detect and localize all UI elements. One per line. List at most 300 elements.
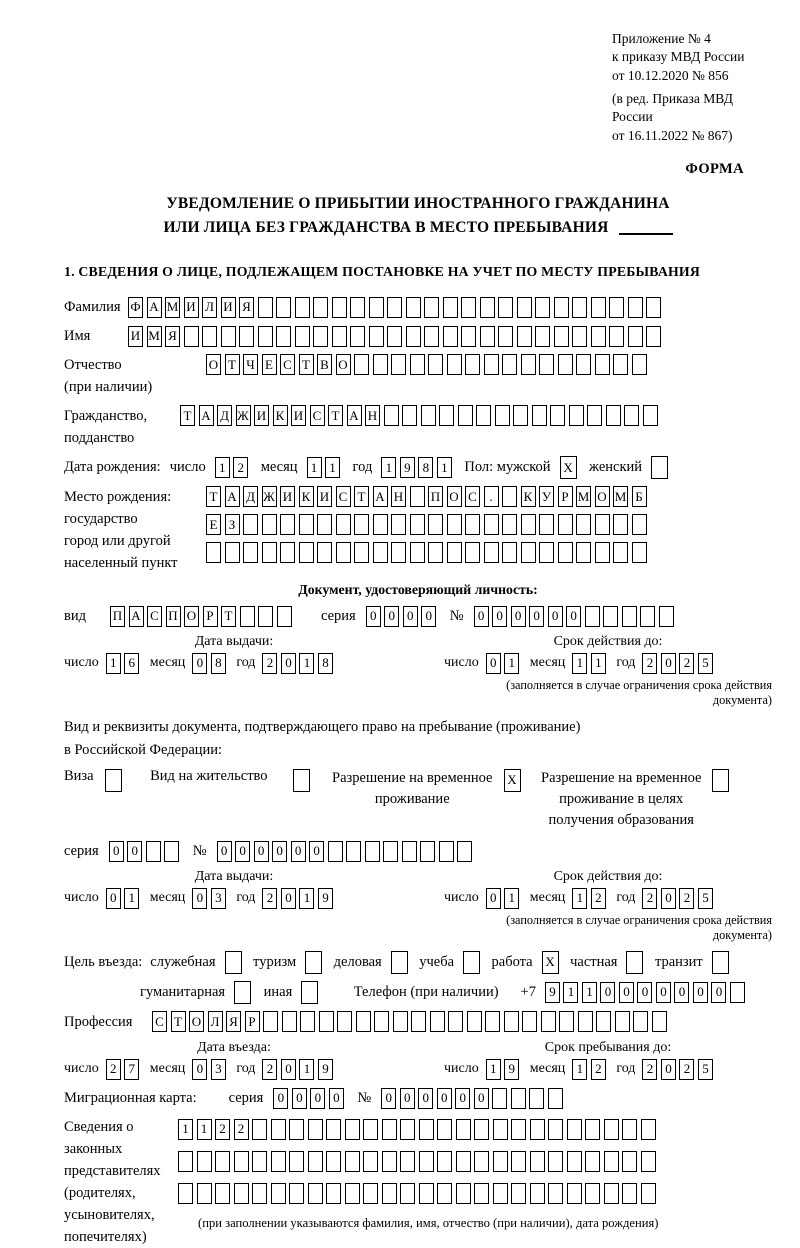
char-cell[interactable] (428, 354, 443, 375)
char-cell[interactable] (258, 606, 273, 627)
char-cell[interactable] (262, 542, 277, 563)
char-cell[interactable]: 0 (661, 653, 676, 674)
char-cell[interactable] (400, 1151, 415, 1172)
char-cell[interactable] (576, 354, 591, 375)
char-cell[interactable]: 0 (384, 606, 399, 627)
char-cell[interactable] (424, 326, 439, 347)
char-cell[interactable] (465, 354, 480, 375)
char-cell[interactable]: С (147, 606, 162, 627)
char-cell[interactable] (578, 1011, 593, 1032)
char-cell[interactable] (626, 951, 643, 974)
char-cell[interactable] (572, 297, 587, 318)
char-cell[interactable] (585, 1151, 600, 1172)
char-cell[interactable] (437, 1151, 452, 1172)
char-cell[interactable] (604, 1151, 619, 1172)
char-cell[interactable] (443, 297, 458, 318)
char-cell[interactable]: 0 (109, 841, 124, 862)
char-cell[interactable] (277, 606, 292, 627)
char-cell[interactable]: О (184, 606, 199, 627)
char-cell[interactable] (530, 1183, 545, 1204)
char-cell[interactable] (411, 1011, 426, 1032)
char-cell[interactable] (576, 514, 591, 535)
char-cell[interactable] (406, 297, 421, 318)
char-cell[interactable] (604, 1119, 619, 1140)
char-cell[interactable] (513, 405, 528, 426)
char-cell[interactable] (652, 1011, 667, 1032)
char-cell[interactable]: 2 (262, 888, 277, 909)
char-cell[interactable] (373, 354, 388, 375)
char-cell[interactable]: 0 (474, 606, 489, 627)
char-cell[interactable]: 1 (197, 1119, 212, 1140)
sex-female-checkbox[interactable] (651, 456, 672, 479)
char-cell[interactable]: 1 (504, 653, 519, 674)
char-cell[interactable] (457, 841, 472, 862)
char-cell[interactable] (384, 405, 399, 426)
char-cell[interactable] (197, 1151, 212, 1172)
char-cell[interactable]: А (129, 606, 144, 627)
char-cell[interactable] (317, 514, 332, 535)
sex-male-checkbox[interactable] (560, 456, 581, 479)
char-cell[interactable] (730, 982, 745, 1003)
char-cell[interactable] (521, 542, 536, 563)
char-cell[interactable]: 0 (637, 982, 652, 1003)
char-cell[interactable] (437, 1119, 452, 1140)
char-cell[interactable] (424, 297, 439, 318)
purpose-study-checkbox[interactable] (463, 951, 484, 974)
char-cell[interactable]: Н (391, 486, 406, 507)
char-cell[interactable]: 2 (642, 888, 657, 909)
char-cell[interactable]: 0 (492, 606, 507, 627)
char-cell[interactable] (443, 326, 458, 347)
char-cell[interactable] (276, 297, 291, 318)
purpose-business-checkbox[interactable] (391, 951, 412, 974)
char-cell[interactable] (240, 606, 255, 627)
char-cell[interactable]: Я (239, 297, 254, 318)
char-cell[interactable]: С (310, 405, 325, 426)
char-cell[interactable]: О (206, 354, 221, 375)
char-cell[interactable] (263, 1011, 278, 1032)
char-cell[interactable]: 2 (642, 1059, 657, 1080)
char-cell[interactable]: 1 (582, 982, 597, 1003)
char-cell[interactable]: Ж (262, 486, 277, 507)
char-cell[interactable]: 0 (310, 1088, 325, 1109)
char-cell[interactable] (447, 514, 462, 535)
char-cell[interactable] (548, 1151, 563, 1172)
char-cell[interactable] (252, 1151, 267, 1172)
purpose-work-checkbox[interactable] (542, 951, 563, 974)
char-cell[interactable]: А (199, 405, 214, 426)
char-cell[interactable] (604, 1183, 619, 1204)
char-cell[interactable] (146, 841, 161, 862)
char-cell[interactable] (569, 405, 584, 426)
char-cell[interactable] (356, 1011, 371, 1032)
char-cell[interactable] (615, 1011, 630, 1032)
char-cell[interactable] (632, 542, 647, 563)
char-cell[interactable] (365, 841, 380, 862)
char-cell[interactable] (258, 297, 273, 318)
char-cell[interactable]: 0 (217, 841, 232, 862)
char-cell[interactable]: И (128, 326, 143, 347)
char-cell[interactable]: Т (225, 354, 240, 375)
char-cell[interactable]: Ч (243, 354, 258, 375)
char-cell[interactable]: 1 (299, 1059, 314, 1080)
char-cell[interactable] (105, 769, 122, 792)
char-cell[interactable]: М (165, 297, 180, 318)
char-cell[interactable] (502, 542, 517, 563)
char-cell[interactable] (319, 1011, 334, 1032)
char-cell[interactable] (308, 1151, 323, 1172)
char-cell[interactable]: 0 (619, 982, 634, 1003)
char-cell[interactable]: П (166, 606, 181, 627)
char-cell[interactable]: Я (165, 326, 180, 347)
char-cell[interactable]: 0 (192, 888, 207, 909)
char-cell[interactable] (585, 1183, 600, 1204)
char-cell[interactable] (410, 486, 425, 507)
char-cell[interactable] (585, 606, 600, 627)
char-cell[interactable]: 2 (679, 888, 694, 909)
char-cell[interactable] (522, 1011, 537, 1032)
char-cell[interactable] (225, 951, 242, 974)
char-cell[interactable] (373, 542, 388, 563)
char-cell[interactable]: 2 (215, 1119, 230, 1140)
char-cell[interactable] (480, 297, 495, 318)
char-cell[interactable]: Д (217, 405, 232, 426)
char-cell[interactable] (439, 841, 454, 862)
char-cell[interactable]: 5 (698, 888, 713, 909)
char-cell[interactable]: 3 (211, 888, 226, 909)
char-cell[interactable]: Т (206, 486, 221, 507)
temp-permit-checkbox[interactable] (504, 769, 525, 792)
char-cell[interactable] (280, 514, 295, 535)
char-cell[interactable]: 5 (698, 1059, 713, 1080)
char-cell[interactable]: 2 (262, 653, 277, 674)
char-cell[interactable] (558, 354, 573, 375)
char-cell[interactable] (363, 1183, 378, 1204)
char-cell[interactable] (243, 514, 258, 535)
char-cell[interactable]: М (147, 326, 162, 347)
char-cell[interactable] (252, 1183, 267, 1204)
char-cell[interactable] (243, 542, 258, 563)
char-cell[interactable]: 1 (572, 653, 587, 674)
char-cell[interactable]: 1 (106, 653, 121, 674)
char-cell[interactable] (391, 354, 406, 375)
char-cell[interactable] (276, 326, 291, 347)
char-cell[interactable] (289, 1151, 304, 1172)
char-cell[interactable]: 1 (178, 1119, 193, 1140)
char-cell[interactable] (458, 405, 473, 426)
char-cell[interactable] (529, 1088, 544, 1109)
char-cell[interactable] (419, 1119, 434, 1140)
char-cell[interactable]: . (484, 486, 499, 507)
char-cell[interactable]: Т (299, 354, 314, 375)
char-cell[interactable] (484, 542, 499, 563)
char-cell[interactable] (465, 514, 480, 535)
char-cell[interactable]: И (291, 405, 306, 426)
char-cell[interactable] (280, 542, 295, 563)
char-cell[interactable] (640, 606, 655, 627)
char-cell[interactable]: Л (208, 1011, 223, 1032)
char-cell[interactable] (410, 354, 425, 375)
char-cell[interactable]: Н (365, 405, 380, 426)
char-cell[interactable] (387, 297, 402, 318)
char-cell[interactable] (326, 1151, 341, 1172)
char-cell[interactable] (391, 542, 406, 563)
char-cell[interactable]: 0 (281, 1059, 296, 1080)
char-cell[interactable] (558, 542, 573, 563)
char-cell[interactable] (539, 354, 554, 375)
char-cell[interactable] (554, 297, 569, 318)
char-cell[interactable] (502, 514, 517, 535)
char-cell[interactable]: К (273, 405, 288, 426)
char-cell[interactable] (484, 354, 499, 375)
char-cell[interactable]: 0 (309, 841, 324, 862)
char-cell[interactable] (308, 1119, 323, 1140)
char-cell[interactable]: 0 (421, 606, 436, 627)
char-cell[interactable] (400, 1119, 415, 1140)
char-cell[interactable] (622, 1119, 637, 1140)
char-cell[interactable] (258, 326, 273, 347)
char-cell[interactable]: 0 (529, 606, 544, 627)
char-cell[interactable] (632, 354, 647, 375)
char-cell[interactable] (609, 297, 624, 318)
char-cell[interactable] (633, 1011, 648, 1032)
char-cell[interactable] (299, 542, 314, 563)
char-cell[interactable] (613, 542, 628, 563)
char-cell[interactable] (530, 1151, 545, 1172)
char-cell[interactable]: 8 (318, 653, 333, 674)
char-cell[interactable]: П (110, 606, 125, 627)
char-cell[interactable] (305, 951, 322, 974)
char-cell[interactable] (410, 514, 425, 535)
char-cell[interactable] (313, 326, 328, 347)
char-cell[interactable]: 1 (572, 888, 587, 909)
char-cell[interactable]: 0 (292, 1088, 307, 1109)
char-cell[interactable]: А (373, 486, 388, 507)
char-cell[interactable]: О (336, 354, 351, 375)
char-cell[interactable]: 0 (106, 888, 121, 909)
char-cell[interactable] (387, 326, 402, 347)
char-cell[interactable] (517, 297, 532, 318)
char-cell[interactable] (301, 981, 318, 1004)
char-cell[interactable] (595, 542, 610, 563)
char-cell[interactable] (345, 1151, 360, 1172)
char-cell[interactable] (271, 1151, 286, 1172)
char-cell[interactable]: 2 (679, 653, 694, 674)
char-cell[interactable] (641, 1183, 656, 1204)
char-cell[interactable] (591, 326, 606, 347)
char-cell[interactable] (535, 297, 550, 318)
char-cell[interactable]: 0 (400, 1088, 415, 1109)
char-cell[interactable]: Т (180, 405, 195, 426)
char-cell[interactable] (550, 405, 565, 426)
char-cell[interactable]: С (336, 486, 351, 507)
char-cell[interactable] (539, 514, 554, 535)
char-cell[interactable] (391, 951, 408, 974)
char-cell[interactable] (345, 1119, 360, 1140)
char-cell[interactable]: 2 (233, 457, 248, 478)
char-cell[interactable] (476, 405, 491, 426)
char-cell[interactable]: А (225, 486, 240, 507)
char-cell[interactable] (498, 297, 513, 318)
char-cell[interactable]: О (189, 1011, 204, 1032)
char-cell[interactable] (530, 1119, 545, 1140)
char-cell[interactable] (400, 1183, 415, 1204)
char-cell[interactable] (206, 542, 221, 563)
char-cell[interactable] (558, 514, 573, 535)
char-cell[interactable]: 0 (486, 888, 501, 909)
char-cell[interactable]: 3 (211, 1059, 226, 1080)
char-cell[interactable] (567, 1183, 582, 1204)
char-cell[interactable] (295, 297, 310, 318)
char-cell[interactable]: К (521, 486, 536, 507)
char-cell[interactable] (641, 1151, 656, 1172)
char-cell[interactable] (539, 542, 554, 563)
char-cell[interactable]: Д (243, 486, 258, 507)
char-cell[interactable] (622, 1183, 637, 1204)
char-cell[interactable]: Е (262, 354, 277, 375)
char-cell[interactable] (463, 951, 480, 974)
char-cell[interactable]: 9 (400, 457, 415, 478)
char-cell[interactable] (511, 1151, 526, 1172)
char-cell[interactable] (410, 542, 425, 563)
char-cell[interactable]: 2 (234, 1119, 249, 1140)
char-cell[interactable] (419, 1183, 434, 1204)
char-cell[interactable] (641, 1119, 656, 1140)
char-cell[interactable] (317, 542, 332, 563)
char-cell[interactable]: 9 (318, 888, 333, 909)
char-cell[interactable] (369, 326, 384, 347)
char-cell[interactable]: 0 (600, 982, 615, 1003)
char-cell[interactable]: 9 (504, 1059, 519, 1080)
char-cell[interactable]: Р (203, 606, 218, 627)
char-cell[interactable]: И (254, 405, 269, 426)
char-cell[interactable] (521, 514, 536, 535)
char-cell[interactable] (548, 1088, 563, 1109)
char-cell[interactable] (382, 1151, 397, 1172)
char-cell[interactable] (517, 326, 532, 347)
char-cell[interactable] (354, 354, 369, 375)
char-cell[interactable] (252, 1119, 267, 1140)
char-cell[interactable]: 0 (437, 1088, 452, 1109)
char-cell[interactable]: 1 (591, 653, 606, 674)
char-cell[interactable] (337, 1011, 352, 1032)
purpose-tourism-checkbox[interactable] (305, 951, 326, 974)
char-cell[interactable]: 1 (307, 457, 322, 478)
char-cell[interactable] (595, 354, 610, 375)
char-cell[interactable]: О (447, 486, 462, 507)
char-cell[interactable] (587, 405, 602, 426)
char-cell[interactable]: 0 (192, 653, 207, 674)
char-cell[interactable] (313, 297, 328, 318)
char-cell[interactable] (559, 1011, 574, 1032)
char-cell[interactable]: 0 (329, 1088, 344, 1109)
char-cell[interactable]: С (465, 486, 480, 507)
char-cell[interactable] (591, 297, 606, 318)
char-cell[interactable] (502, 486, 517, 507)
char-cell[interactable] (225, 542, 240, 563)
char-cell[interactable] (622, 1151, 637, 1172)
char-cell[interactable] (382, 1119, 397, 1140)
char-cell[interactable] (437, 1183, 452, 1204)
char-cell[interactable]: 8 (418, 457, 433, 478)
char-cell[interactable] (609, 326, 624, 347)
char-cell[interactable] (215, 1151, 230, 1172)
char-cell[interactable] (289, 1119, 304, 1140)
char-cell[interactable] (613, 514, 628, 535)
char-cell[interactable] (234, 981, 251, 1004)
char-cell[interactable] (567, 1151, 582, 1172)
char-cell[interactable]: З (225, 514, 240, 535)
char-cell[interactable]: 9 (318, 1059, 333, 1080)
char-cell[interactable]: Т (328, 405, 343, 426)
char-cell[interactable]: Т (221, 606, 236, 627)
char-cell[interactable]: 0 (455, 1088, 470, 1109)
char-cell[interactable] (178, 1151, 193, 1172)
char-cell[interactable]: 1 (299, 653, 314, 674)
char-cell[interactable] (428, 542, 443, 563)
char-cell[interactable]: С (152, 1011, 167, 1032)
char-cell[interactable] (474, 1119, 489, 1140)
char-cell[interactable] (554, 326, 569, 347)
char-cell[interactable]: И (280, 486, 295, 507)
char-cell[interactable] (363, 1151, 378, 1172)
char-cell[interactable]: 0 (403, 606, 418, 627)
char-cell[interactable] (326, 1119, 341, 1140)
char-cell[interactable]: 0 (711, 982, 726, 1003)
char-cell[interactable]: 1 (299, 888, 314, 909)
char-cell[interactable] (271, 1119, 286, 1140)
char-cell[interactable]: 9 (545, 982, 560, 1003)
char-cell[interactable] (456, 1151, 471, 1172)
char-cell[interactable] (495, 405, 510, 426)
char-cell[interactable] (428, 514, 443, 535)
char-cell[interactable]: М (576, 486, 591, 507)
char-cell[interactable] (295, 326, 310, 347)
char-cell[interactable] (448, 1011, 463, 1032)
char-cell[interactable] (712, 769, 729, 792)
char-cell[interactable] (439, 405, 454, 426)
char-cell[interactable] (363, 1119, 378, 1140)
char-cell[interactable]: 0 (272, 841, 287, 862)
char-cell[interactable]: 0 (656, 982, 671, 1003)
char-cell[interactable]: 0 (693, 982, 708, 1003)
char-cell[interactable] (350, 297, 365, 318)
char-cell[interactable] (646, 297, 661, 318)
char-cell[interactable] (628, 326, 643, 347)
char-cell[interactable]: X (542, 951, 559, 974)
char-cell[interactable] (271, 1183, 286, 1204)
char-cell[interactable]: У (539, 486, 554, 507)
char-cell[interactable]: 0 (281, 653, 296, 674)
purpose-official-checkbox[interactable] (225, 951, 246, 974)
char-cell[interactable]: 0 (511, 606, 526, 627)
char-cell[interactable]: 6 (124, 653, 139, 674)
char-cell[interactable]: 0 (254, 841, 269, 862)
char-cell[interactable] (712, 951, 729, 974)
char-cell[interactable] (373, 514, 388, 535)
char-cell[interactable] (336, 542, 351, 563)
char-cell[interactable] (651, 456, 668, 479)
char-cell[interactable] (346, 841, 361, 862)
char-cell[interactable]: Я (226, 1011, 241, 1032)
char-cell[interactable] (485, 1011, 500, 1032)
char-cell[interactable] (498, 326, 513, 347)
char-cell[interactable]: X (560, 456, 577, 479)
char-cell[interactable]: Л (202, 297, 217, 318)
char-cell[interactable] (493, 1119, 508, 1140)
char-cell[interactable] (541, 1011, 556, 1032)
char-cell[interactable] (391, 514, 406, 535)
